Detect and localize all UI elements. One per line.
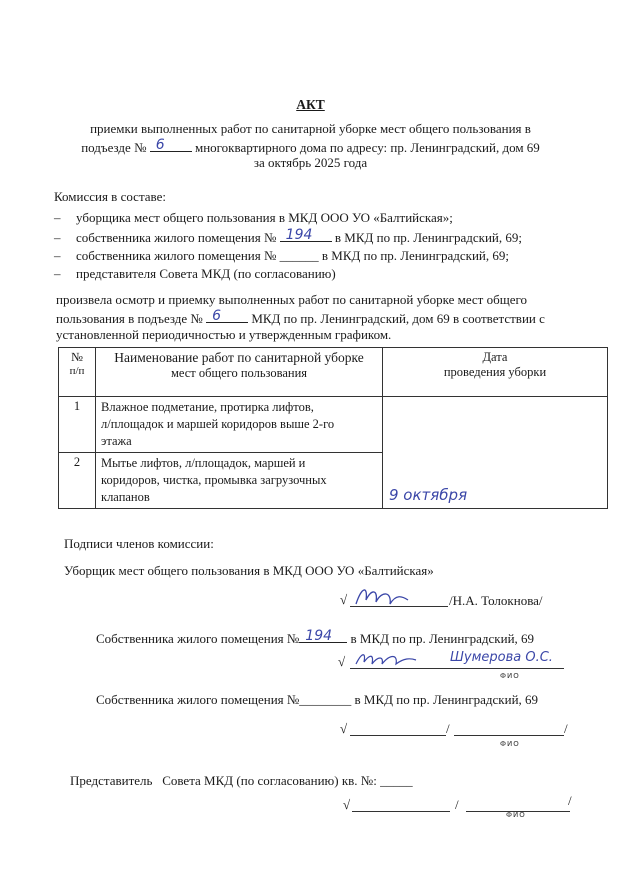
- cleaner-name: /Н.А. Толокнова/: [449, 593, 543, 608]
- member-text: представителя Совета МКД (по согласованию): [76, 266, 336, 281]
- owner-label: Собственника жилого помещения №: [96, 631, 300, 646]
- member-text: уборщика мест общего пользования в МКД ООО УО «Балтийская»;: [76, 210, 453, 225]
- fio-caption: ФИО: [500, 740, 520, 748]
- row-number: 1: [59, 397, 96, 453]
- slash: /: [564, 721, 568, 736]
- check-mark: √: [343, 797, 351, 812]
- commission-intro: Комиссия в составе:: [54, 189, 166, 204]
- cleaner-signature-scribble: [352, 584, 412, 610]
- row-text-line: л/площадок и маршей коридоров выше 2-го: [101, 417, 335, 431]
- row-text-line: клапанов: [101, 490, 150, 504]
- member-item-council: [54, 266, 336, 282]
- row-text-line: коридоров, чистка, промывка загрузочных: [101, 473, 327, 487]
- check-mark: √: [338, 654, 346, 669]
- owner-1-apartment-handwritten: 194: [305, 628, 333, 644]
- header-work-name-line-1: Наименование работ по санитарной уборке: [114, 350, 364, 365]
- owner-2-line: [96, 692, 538, 708]
- header-work-name-line-2: мест общего пользования: [170, 366, 308, 380]
- entrance-number-field: [150, 139, 192, 152]
- list-dash: –: [54, 248, 61, 263]
- paragraph-line-1: произвела осмотр и приемку выполненных работ по санитарной уборке мест общего: [56, 292, 528, 307]
- member-text: в МКД по пр. Ленинградский, 69;: [334, 230, 523, 245]
- fio-caption: ФИО: [506, 811, 526, 819]
- date-cell: [383, 397, 608, 509]
- row-work-description: [96, 453, 383, 509]
- owner-1-name-handwritten: Шумерова О.С.: [450, 650, 553, 665]
- apartment-number-handwritten: 194: [285, 227, 313, 243]
- table-header-row: [59, 348, 608, 397]
- entrance-number-field-2: [206, 310, 248, 323]
- paragraph-line-2: [56, 310, 545, 327]
- paragraph-text: пользования в подъезде №: [56, 311, 203, 326]
- owner-2-apartment-blank: ________: [299, 692, 352, 707]
- member-text: собственника жилого помещения №: [76, 230, 277, 245]
- list-dash: –: [54, 210, 61, 225]
- slash: /: [455, 797, 459, 812]
- cleaner-label: Уборщик мест общего пользования в МКД ООО УО «Балтийская»: [64, 563, 434, 578]
- member-item-cleaner: [54, 210, 453, 226]
- period-line: за октябрь 2025 года: [253, 155, 368, 170]
- owner-address: в МКД по пр. Ленинградский, 69: [350, 631, 535, 646]
- signatures-intro: Подписи членов комиссии:: [64, 536, 214, 551]
- owner-1-apartment-field: [299, 630, 347, 643]
- paragraph-line-3: установленной периодичностью и утвержденным графиком.: [56, 327, 392, 342]
- member-item-owner-2: [54, 248, 509, 264]
- address-text: многоквартирного дома по адресу: пр. Ленинградский, дом 69: [194, 140, 540, 155]
- member-text: в МКД по пр. Ленинградский, 69;: [321, 248, 510, 263]
- check-mark: √: [340, 592, 348, 607]
- header-date-line-2: проведения уборки: [443, 365, 547, 379]
- header-date-line-1: Дата: [482, 350, 508, 364]
- list-dash: –: [54, 266, 61, 281]
- row-text-line: этажа: [101, 434, 132, 448]
- header-date: [383, 348, 608, 397]
- row-text-line: Влажное подметание, протирка лифтов,: [101, 400, 314, 414]
- fio-caption: ФИО: [500, 672, 520, 680]
- row-text-line: Мытье лифтов, л/площадок, маршей и: [101, 456, 306, 470]
- header-number-label-2: п/п: [69, 365, 85, 377]
- header-work-name: [96, 348, 383, 397]
- header-number-label: №: [71, 350, 83, 364]
- owner-1-signature-scribble: [354, 648, 418, 670]
- header-number: [59, 348, 96, 397]
- slash: /: [568, 793, 572, 808]
- entrance-number-handwritten: 6: [155, 137, 165, 153]
- owner-2-name-line: [454, 735, 564, 736]
- owner-2-signature-line: [350, 735, 446, 736]
- member-item-owner-1: [54, 229, 522, 246]
- subtitle-line-2: [0, 139, 621, 156]
- entrance-label: подъезде №: [81, 140, 147, 155]
- owner-1-line: [96, 630, 534, 647]
- owner-address: в МКД по пр. Ленинградский, 69: [354, 692, 539, 707]
- council-representative-line: Представитель Совета МКД (по согласованию) кв. №: _____: [70, 773, 413, 788]
- list-dash: –: [54, 230, 61, 245]
- row-number: 2: [59, 453, 96, 509]
- check-mark: √: [340, 721, 348, 736]
- apartment-number-field: [280, 229, 332, 242]
- member-text: собственника жилого помещения №: [76, 248, 277, 263]
- apartment-blank: ______: [279, 248, 319, 263]
- entrance-number-handwritten-2: 6: [212, 308, 221, 324]
- works-table: [58, 347, 608, 509]
- act-title: АКТ: [296, 97, 325, 112]
- row-work-description: [96, 397, 383, 453]
- table-row: [59, 397, 608, 453]
- subtitle-line-1: приемки выполненных работ по санитарной уборке мест общего пользования в: [90, 121, 531, 136]
- date-handwritten: 9 октября: [389, 486, 468, 504]
- slash: /: [446, 721, 450, 736]
- rep-signature-line: [352, 811, 450, 812]
- owner-label: Собственника жилого помещения №: [96, 692, 300, 707]
- paragraph-text: МКД по пр. Ленинградский, дом 69 в соответствии с: [251, 311, 545, 326]
